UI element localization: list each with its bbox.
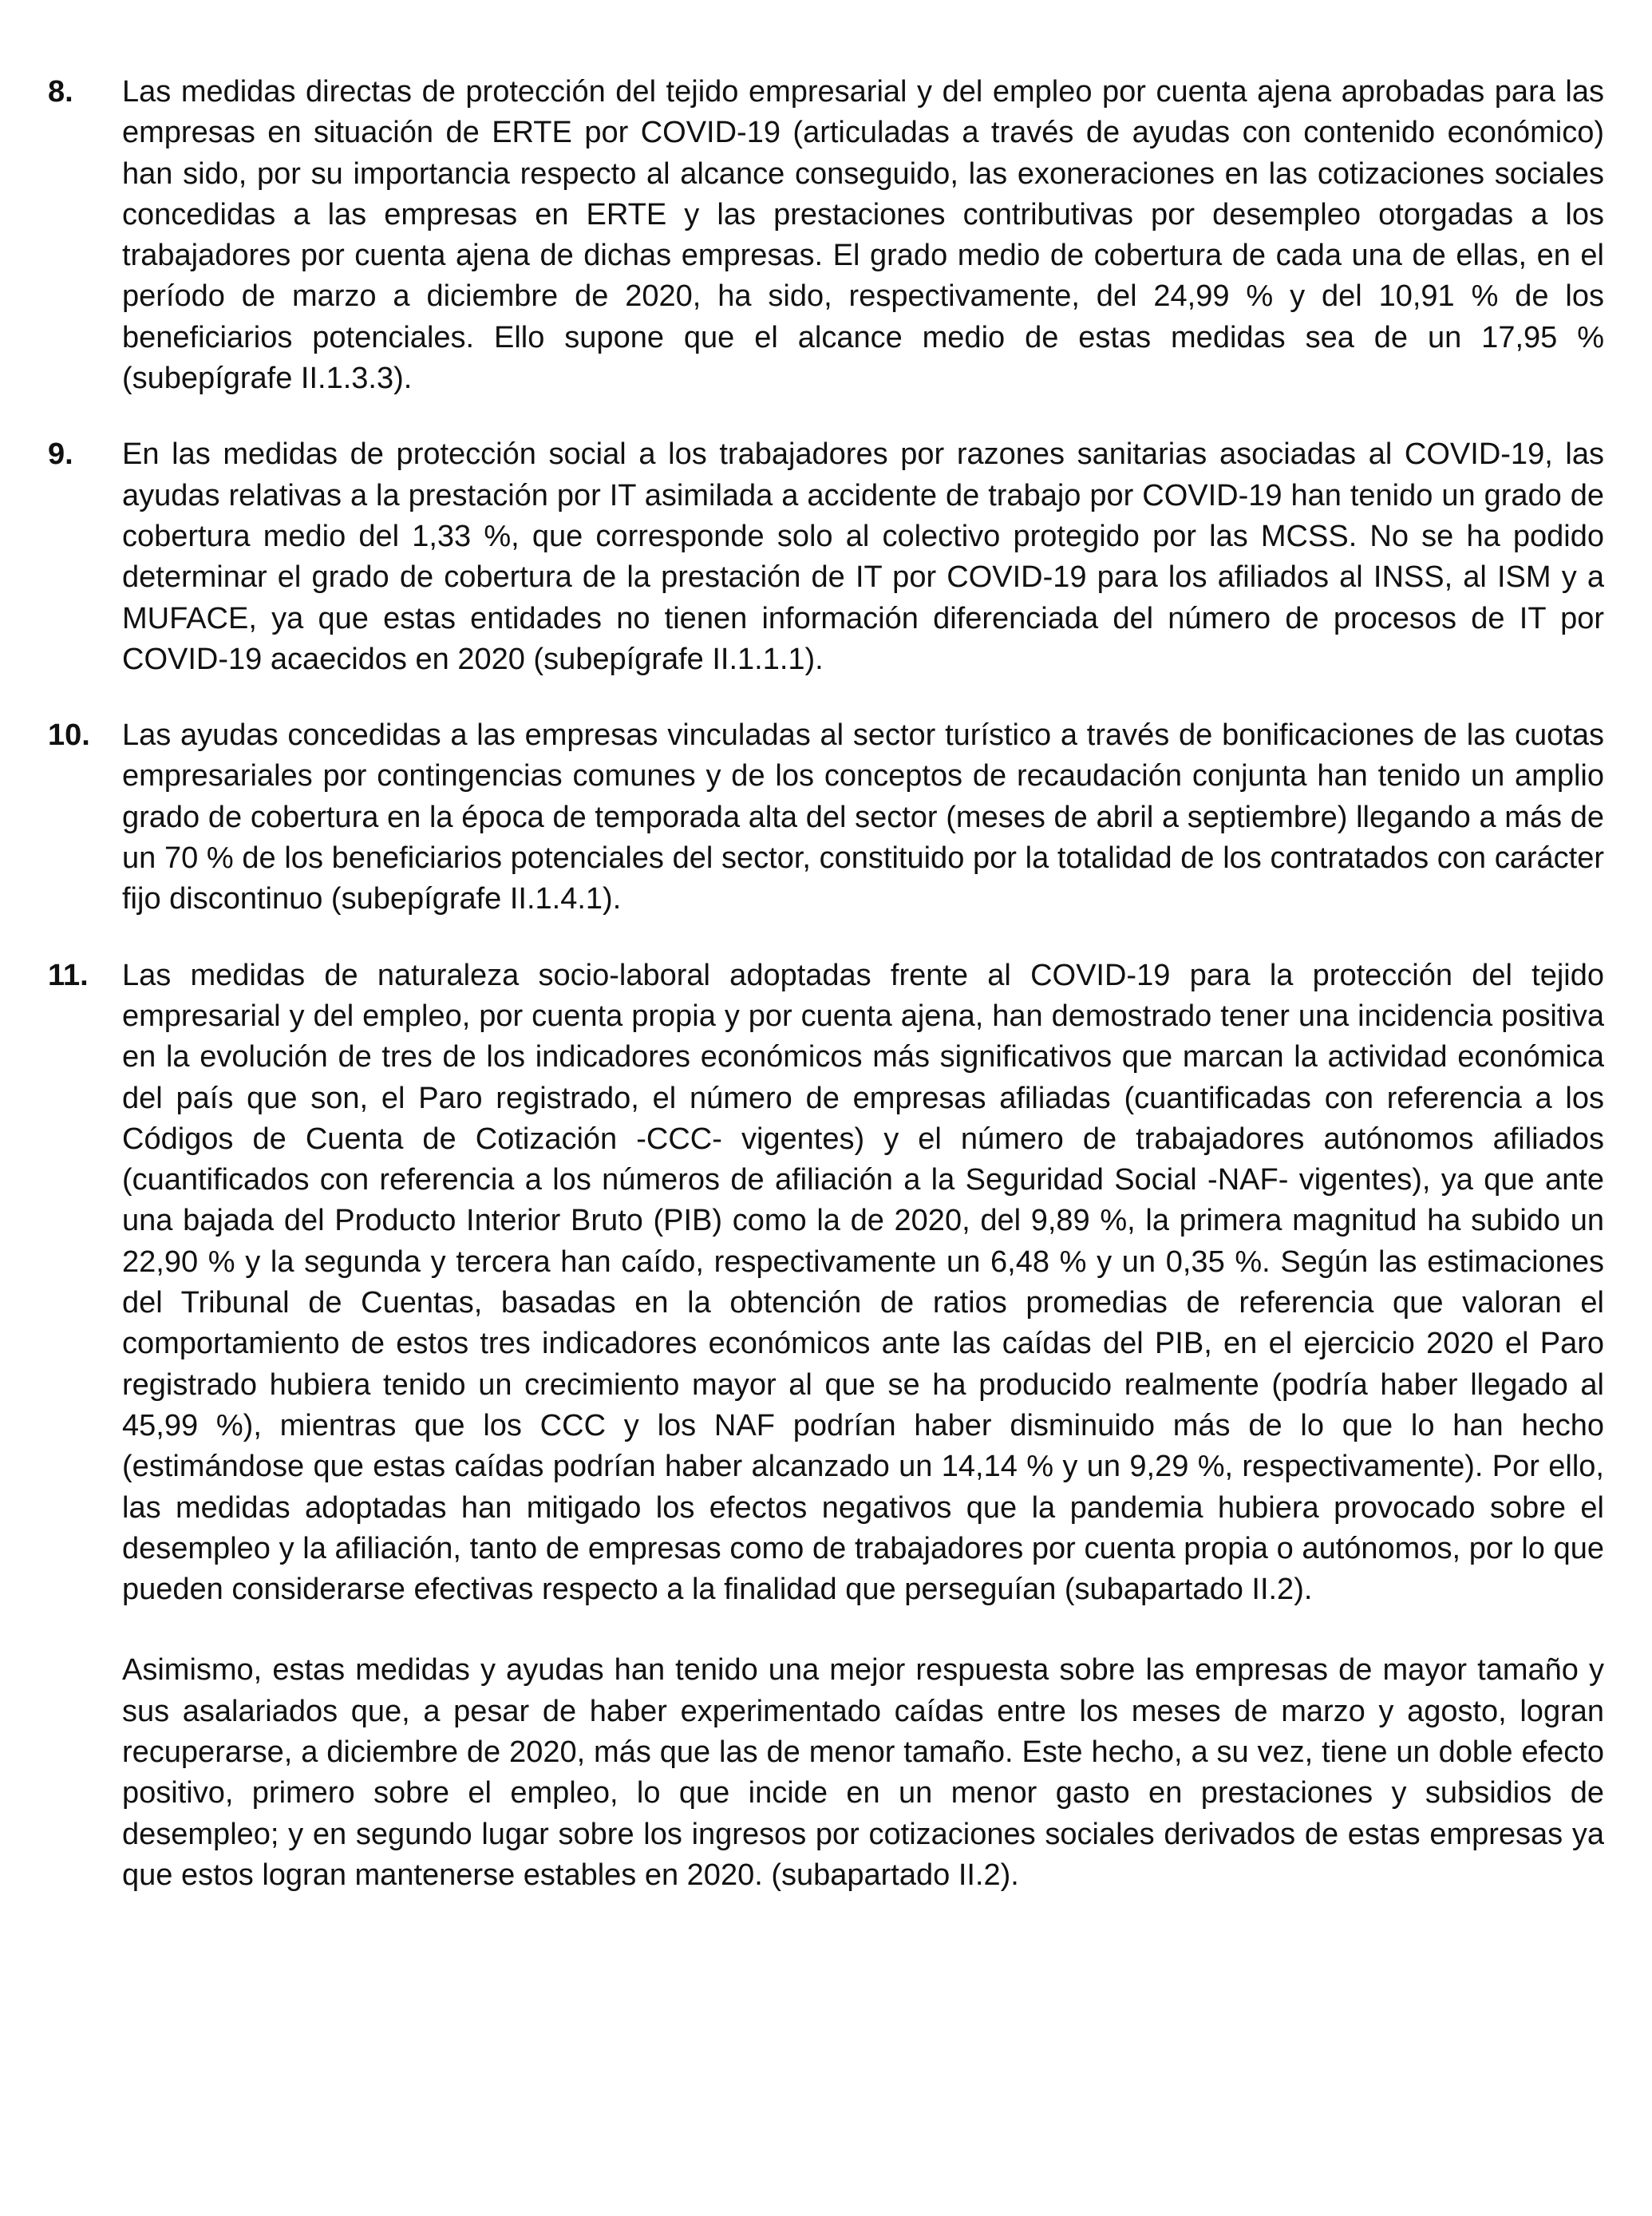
item-paragraph: Las medidas de naturaleza socio-laboral adoptadas frente al COVID-19 para la protección del tejido empresarial y del empleo, por cuenta propia y por cuenta ajena, han demostrado tener una incidencia positiva en la evolución de tres de los indicadores económicos más significativos que marcan la actividad económica del país que son, el Paro registrado, el número de empresas afiliadas (cuantificadas con referencia a los Códigos de Cuenta de Cotización -CCC- vigentes) y el número de trabajadores autónomos afiliados (cuantificados con referencia a los números de afiliación a la Seguridad Social -NAF- vigentes), ya que ante una bajada del Producto Interior Bruto (PIB) como la de 2020, del 9,89 %, la primera magnitud ha subido un 22,90 % y la segunda y tercera han caído, respectivamente un 6,48 % y un 0,35 %. Según las estimaciones del Tribunal de Cuentas, basadas en la obtención de ratios promedias de referencia que valoran el comportamiento de estos tres indicadores económicos ante las caídas del PIB, en el ejercicio 2020 el Paro registrado hubiera tenido un crecimiento mayor al que se ha producido realmente (podría haber llegado al 45,99 %), mientras que los CCC y los NAF podrían haber disminuido más de lo que lo han hecho (estimándose que estas caídas podrían haber alcanzado un 14,14 % y un 9,29 %, respectivamente). Por ello, las medidas adoptadas han mitigado los efectos negativos que la pandemia hubiera provocado sobre el desempleo y la afiliación, tanto de empresas como de trabajadores por cuenta propia o autónomos, por lo que pueden considerarse efectivas respecto a la finalidad que perseguían (subapartado II.2). xyxy=(122,958,1604,1607)
item-content xyxy=(122,956,1604,1897)
numbered-item-10 xyxy=(48,715,1604,920)
document-page xyxy=(48,72,1604,1931)
item-paragraph: Asimismo, estas medidas y ayudas han tenido una mejor respuesta sobre las empresas de mayor tamaño y sus asalariados que, a pesar de haber experimentado caídas entre los meses de marzo y agosto, logran recuperarse, a diciembre de 2020, más que las de menor tamaño. Este hecho, a su vez, tiene un doble efecto positivo, primero sobre el empleo, lo que incide en un menor gasto en prestaciones y subsidios de desempleo; y en segundo lugar sobre los ingresos por cotizaciones sociales derivados de estas empresas ya que estos logran mantenerse estables en 2020. (subapartado II.2). xyxy=(122,1653,1604,1892)
item-paragraph: En las medidas de protección social a los trabajadores por razones sanitarias asociadas al COVID-19, las ayudas relativas a la prestación por IT asimilada a accidente de trabajo por COVID-19 han tenido un grado de cobertura medio del 1,33 %, que corresponde solo al colectivo protegido por las MCSS. No se ha podido determinar el grado de cobertura de la prestación de IT por COVID-19 para los afiliados al INSS, al ISM y a MUFACE, ya que estas entidades no tienen información diferenciada del número de procesos de IT por COVID-19 acaecidos en 2020 (subepígrafe II.1.1.1). xyxy=(122,437,1604,676)
item-number: 8. xyxy=(48,75,73,109)
numbered-item-11 xyxy=(48,956,1604,1897)
item-paragraph: Las ayudas concedidas a las empresas vinculadas al sector turístico a través de bonificaciones de las cuotas empresariales por contingencias comunes y de los conceptos de recaudación conjunta han tenido un amplio grado de cobertura en la época de temporada alta del sector (meses de abril a septiembre) llegando a más de un 70 % de los beneficiarios potenciales del sector, constituido por la totalidad de los contratados con carácter fijo discontinuo (subepígrafe II.1.4.1). xyxy=(122,718,1604,916)
item-content xyxy=(122,72,1604,399)
numbered-item-8 xyxy=(48,72,1604,399)
item-content xyxy=(122,715,1604,920)
item-content xyxy=(122,434,1604,680)
item-number: 9. xyxy=(48,437,73,472)
numbered-item-9 xyxy=(48,434,1604,680)
item-paragraph: Las medidas directas de protección del tejido empresarial y del empleo por cuenta ajena aprobadas para las empresas en situación de ERTE por COVID-19 (articuladas a través de ayudas con contenido económico) han sido, por su importancia respecto al alcance conseguido, las exoneraciones en las cotizaciones sociales concedidas a las empresas en ERTE y las prestaciones contributivas por desempleo otorgadas a los trabajadores por cuenta ajena de dichas empresas. El grado medio de cobertura de cada una de ellas, en el período de marzo a diciembre de 2020, ha sido, respectivamente, del 24,99 % y del 10,91 % de los beneficiarios potenciales. Ello supone que el alcance medio de estas medidas sea de un 17,95 % (subepígrafe II.1.3.3). xyxy=(122,75,1604,396)
item-number: 11. xyxy=(48,958,89,992)
item-number: 10. xyxy=(48,718,90,753)
